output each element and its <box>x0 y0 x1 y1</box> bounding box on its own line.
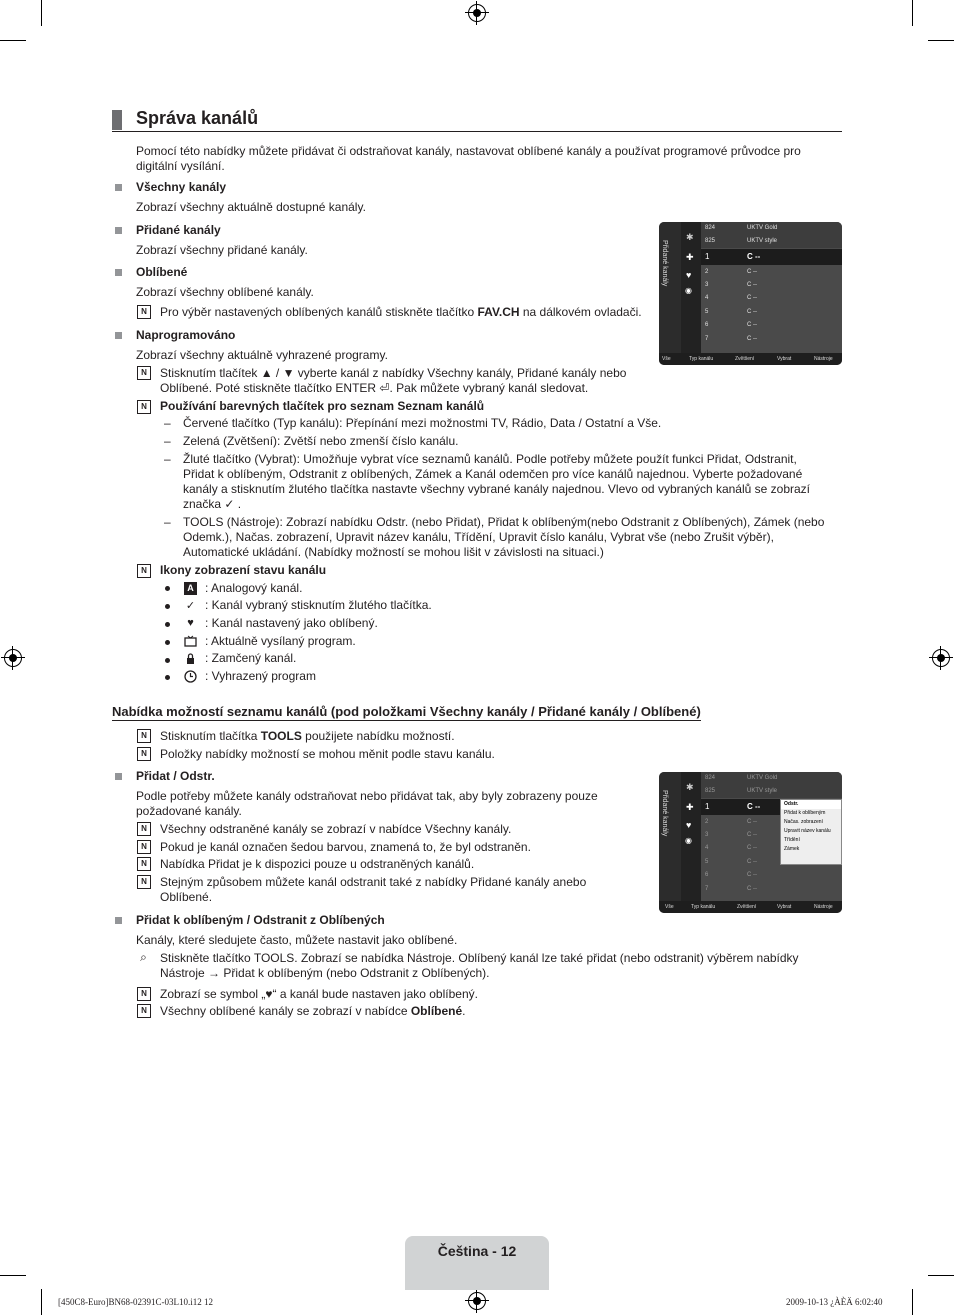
bullet-square <box>115 227 122 234</box>
screen-icon-column <box>681 772 701 901</box>
add-note-3: Nabídka Přidat je k dispozici pouze u odstraněných kanálů. <box>160 857 475 871</box>
add-desc: Podle potřeby můžete kanály odstraňovat nebo přidávat tak, aby byly zobrazeny pouze požadované kanály. <box>136 789 598 818</box>
add-title: Přidat / Odstr. <box>136 769 215 783</box>
item-prog-title: Naprogramováno <box>136 328 236 342</box>
screen-row: 3 C -- <box>705 832 757 838</box>
screen-row: 3 C -- <box>705 282 757 288</box>
icon-desc-reserved: : Vyhrazený program <box>205 669 316 683</box>
dash: – <box>164 515 171 529</box>
add-note-1: Všechny odstraněné kanály se zobrazí v nabídce Všechny kanály. <box>160 822 512 836</box>
screen-row: 4 C -- <box>705 845 757 851</box>
note-icon: N <box>137 729 151 743</box>
page-label: Čeština - 12 <box>437 1243 517 1259</box>
antenna-icon: ✱ <box>686 232 694 242</box>
icon-desc-selected: : Kanál vybraný stisknutím žlutého tlačítka. <box>205 598 432 612</box>
channel-list-screen-1 <box>659 222 842 365</box>
dash: – <box>164 452 171 466</box>
clock-icon: ◉ <box>685 836 692 845</box>
clock-icon: ◉ <box>685 286 692 295</box>
bullet-square <box>115 269 122 276</box>
print-info-right: 2009-10-13 ¿ÀÈÄ 6:02:40 <box>786 1297 883 1307</box>
color-yellow: Žluté tlačítko (Vybrat): Umožňuje vybrat více seznamů kanálů. Podle potřeby můžete použít funkci Přidat, Odstranit, Přidat k oblíbeným, Odstranit z oblíbených, Zámek a Kanál odemčen pro více kanálů najednou. Vyberte požadované kanály a stisknutím žlutého tlačítka nastavte všechny vybrané kanály najednou. Vlevo od vybraných kanálů se zobrazí značka ✓ . <box>183 452 811 511</box>
screen-footer: Vše Typ kanálu Zvětšení Vybrat Nástroje <box>659 353 842 365</box>
note-color-buttons: Používání barevných tlačítek pro seznam Seznam kanálů <box>160 399 485 413</box>
bullet-dot <box>165 586 170 591</box>
bullet-square <box>115 917 122 924</box>
title-marker <box>112 110 122 130</box>
bullet-dot <box>165 640 170 645</box>
add-note-4: Stejným způsobem můžete kanál odstranit také z nabídky Přidané kanály anebo Oblíbené. <box>160 875 587 904</box>
registration-mark-right <box>932 649 950 667</box>
screen-side-label: Přidané kanály <box>661 240 668 287</box>
heart-icon: ♥ <box>686 270 692 280</box>
popup-item: Přidat k oblíbeným <box>784 810 826 816</box>
bullet-square <box>115 773 122 780</box>
section-title: Nabídka možností seznamu kanálů (pod položkami Všechny kanály / Přidané kanály / Oblíbené) <box>112 704 701 719</box>
registration-mark-top <box>468 4 486 22</box>
note-icon: N <box>137 822 151 836</box>
note-select-line2: Oblíbené. Poté stiskněte tlačítko ENTER ⏎. Pak můžete vybraný kanál sledovat. <box>160 381 589 395</box>
add-note-2: Pokud je kanál označen šedou barvou, znamená to, že byl odstraněn. <box>160 840 531 854</box>
icon-desc-favorite: : Kanál nastavený jako oblíbený. <box>205 616 378 630</box>
item-all-title: Všechny kanály <box>136 180 227 194</box>
bullet-square <box>115 184 122 191</box>
screen-row: 6 C -- <box>705 322 757 328</box>
popup-item: Zámek <box>784 846 800 852</box>
heart-icon: ♥ <box>187 617 194 629</box>
bullet-dot <box>165 675 170 680</box>
bullet-square <box>115 332 122 339</box>
note-tools: Stisknutím tlačítka TOOLS použijete nabídku možností. <box>160 729 455 743</box>
note-icon: N <box>137 1004 151 1018</box>
screen-footer: Vše Typ kanálu Zvětšení Vybrat Nástroje <box>659 901 842 913</box>
screen-row-selected: 1 C -- <box>701 799 842 815</box>
title-rule <box>112 131 842 132</box>
screen-side <box>659 772 681 901</box>
screen-row: 5 C -- <box>705 859 757 865</box>
clock-icon <box>184 670 197 683</box>
dash: – <box>164 416 171 430</box>
screen-row: 2 C -- <box>705 819 757 825</box>
icon-desc-locked: : Zamčený kanál. <box>205 651 297 665</box>
favadd-note-2: Zobrazí se symbol „♥“ a kanál bude nastaven jako oblíbený. <box>160 987 478 1001</box>
popup-item: Upravit název kanálu <box>784 828 831 834</box>
screen-row: 824 UKTV Gold <box>701 222 842 235</box>
screen-row: 6 C -- <box>705 872 757 878</box>
page-title: Správa kanálů <box>136 108 259 128</box>
note-icon: N <box>137 987 151 1001</box>
note-status-icons: Ikony zobrazení stavu kanálu <box>160 563 327 577</box>
screen-icon-column <box>681 222 701 353</box>
screen-row: 2 C -- <box>705 269 757 275</box>
note-icon: N <box>137 305 151 319</box>
note-options: Položky nabídky možností se mohou měnit podle stavu kanálu. <box>160 747 495 761</box>
note-icon: N <box>137 366 151 380</box>
item-prog-desc: Zobrazí všechny aktuálně vyhrazené programy. <box>136 348 388 362</box>
checkmark-icon: ✓ <box>185 600 196 612</box>
item-added-title: Přidané kanály <box>136 223 221 237</box>
favadd-note-1: Stiskněte tlačítko TOOLS. Zobrazí se nabídka Nástroje. Oblíbený kanál lze také přidat (nebo odstranit) výběrem nabídky Nástroje → Přidat k oblíbeným (nebo Odstranit z Oblíbených). <box>160 951 799 980</box>
screen-row-selected: 1 C -- <box>701 249 842 265</box>
note-icon: N <box>137 875 151 889</box>
popup-item: Odstr. <box>781 800 841 809</box>
note-icon: N <box>137 857 151 871</box>
favadd-note-3: Všechny oblíbené kanály se zobrazí v nabídce Oblíbené. <box>160 1004 466 1018</box>
heart-icon: ♥ <box>686 820 692 830</box>
tools-icon: ⌕ <box>140 950 147 964</box>
registration-mark-bottom <box>468 1292 486 1310</box>
lock-icon <box>184 652 197 665</box>
item-fav-desc: Zobrazí všechny oblíbené kanály. <box>136 285 314 299</box>
item-added-desc: Zobrazí všechny přidané kanály. <box>136 243 308 257</box>
note-icon: N <box>137 840 151 854</box>
screen-row: 5 C -- <box>705 309 757 315</box>
color-red: Červené tlačítko (Typ kanálu): Přepínání mezi možnostmi TV, Rádio, Data / Ostatní a Vše. <box>183 416 662 430</box>
popup-item: Třídění <box>784 837 800 843</box>
screen-row: 4 C -- <box>705 295 757 301</box>
channel-list-screen-2 <box>659 772 842 913</box>
screen-row: 7 C -- <box>705 336 757 342</box>
screen-side <box>659 222 681 353</box>
bullet-dot <box>165 658 170 663</box>
favadd-title: Přidat k oblíbeným / Odstranit z Oblíbených <box>136 913 385 927</box>
dash: – <box>164 434 171 448</box>
note-icon: N <box>137 564 151 578</box>
tools-icon: ✚ <box>686 802 694 812</box>
note-icon: N <box>137 747 151 761</box>
color-green: Zelená (Zvětšení): Zvětší nebo zmenší číslo kanálu. <box>183 434 459 448</box>
tools-popup-menu <box>780 799 842 865</box>
tools-desc: TOOLS (Nástroje): Zobrazí nabídku Odstr. (nebo Přidat), Přidat k oblíbeným(nebo Odstranit z Oblíbených), Zámek (nebo Odemk.), Načas. zobrazení, Upravit název kanálu, Třídění, Upravit číslo kanálu, Vybrat vše (nebo Zrušit výběr), Automatické ukládání. (Nabídky možností se mohou lišit v závislosti na situaci.) <box>183 515 825 559</box>
note-icon: N <box>137 400 151 414</box>
screen-row: 7 C -- <box>705 886 757 892</box>
popup-item: Načas. zobrazení <box>784 819 823 825</box>
screen-side-label: Přidané kanály <box>661 790 668 837</box>
print-info-left: [450C8-Euro]BN68-02391C-03L10.i12 12 <box>58 1297 213 1307</box>
registration-mark-left <box>4 649 22 667</box>
item-fav-title: Oblíbené <box>136 265 188 279</box>
screen-row: 824 UKTV Gold <box>701 772 842 785</box>
intro-text: Pomocí této nabídky můžete přidávat či odstraňovat kanály, nastavovat oblíbené kanály a používat programové průvodce pro digitální vysílání. <box>136 144 801 173</box>
bullet-dot <box>165 604 170 609</box>
bullet-dot <box>165 622 170 627</box>
item-fav-note: Pro výběr nastavených oblíbených kanálů stiskněte tlačítko FAV.CH na dálkovém ovladači. <box>160 305 642 319</box>
screen-row: 825 UKTV style <box>701 785 842 798</box>
icon-desc-analog: : Analogový kanál. <box>205 581 303 595</box>
antenna-icon: ✱ <box>686 782 694 792</box>
item-all-desc: Zobrazí všechny aktuálně dostupné kanály. <box>136 200 366 214</box>
tv-icon <box>184 635 197 648</box>
favadd-desc: Kanály, které sledujete často, můžete nastavit jako oblíbené. <box>136 933 458 947</box>
icon-desc-current: : Aktuálně vysílaný program. <box>205 634 356 648</box>
screen-list <box>701 222 842 353</box>
note-select-line1: Stisknutím tlačítek ▲ / ▼ vyberte kanál z nabídky Všechny kanály, Přidané kanály nebo <box>160 366 627 380</box>
screen-row: 825 UKTV style <box>701 235 842 248</box>
tools-icon: ✚ <box>686 252 694 262</box>
analog-icon: A <box>184 582 197 595</box>
